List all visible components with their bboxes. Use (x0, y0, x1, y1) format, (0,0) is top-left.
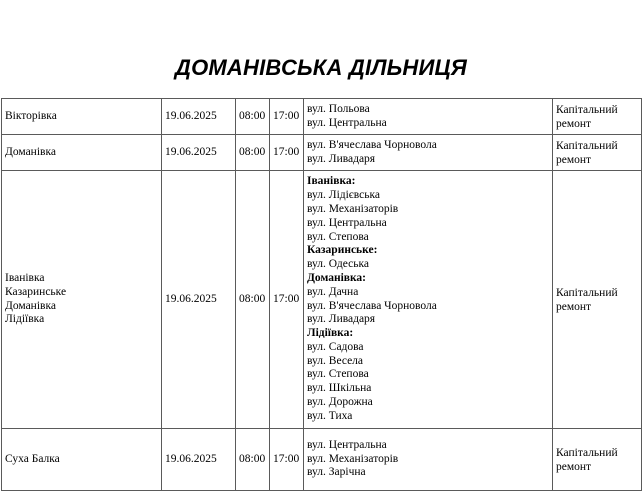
end-time-cell: 17:00 (270, 429, 304, 491)
street: вул. Дорожна (307, 396, 373, 409)
settlement-name: Доманівка (5, 145, 56, 158)
start-time-cell: 08:00 (236, 429, 270, 491)
street: вул. Ливадаря (307, 152, 376, 165)
street: вул. Центральна (307, 438, 387, 451)
settlement-cell (2, 429, 162, 491)
settlement-cell (2, 171, 162, 429)
table-row (2, 135, 642, 171)
street: вул. Механізаторів (307, 452, 399, 465)
street: вул. Механізаторів (307, 202, 399, 215)
work-type-cell: Капітальний ремонт (553, 135, 642, 171)
work-type-cell: Капітальний ремонт (553, 99, 642, 135)
settlement-name: Лідіївка (5, 313, 45, 326)
settlement-name: Казаринське (5, 285, 67, 298)
start-time-cell: 08:00 (236, 171, 270, 429)
settlement-group-heading: Іванівка: (307, 175, 356, 188)
end-time-cell: 17:00 (270, 171, 304, 429)
table-row (2, 171, 642, 429)
street: вул. Дачна (307, 285, 359, 298)
street: вул. Садова (307, 340, 364, 353)
streets-cell (304, 429, 553, 491)
street: вул. В'ячеслава Чорновола (307, 138, 437, 151)
street: вул. Тиха (307, 409, 353, 422)
table-row (2, 99, 642, 135)
street: вул. Польова (307, 102, 370, 115)
street: вул. Степова (307, 230, 369, 243)
settlement-cell (2, 99, 162, 135)
settlement-name: Доманівка (5, 299, 56, 312)
page-title: ДОМАНІВСЬКА ДІЛЬНИЦЯ (174, 55, 468, 80)
work-type-cell: Капітальний ремонт (553, 171, 642, 429)
street: вул. Центральна (307, 216, 387, 229)
street: вул. Шкільна (307, 382, 372, 395)
street: вул. Ливадаря (307, 313, 376, 326)
streets-cell (304, 171, 553, 429)
settlement-group-heading: Казаринське: (307, 244, 378, 257)
settlement-name: Іванівка (5, 271, 45, 284)
streets-cell (304, 99, 553, 135)
settlement-name: Суха Балка (5, 452, 60, 465)
street: вул. Весела (307, 354, 364, 367)
end-time-cell: 17:00 (270, 99, 304, 135)
outage-schedule-table (1, 98, 642, 491)
settlement-group-heading: Доманівка: (307, 271, 367, 284)
street: вул. В'ячеслава Чорновола (307, 299, 437, 312)
streets-cell (304, 135, 553, 171)
settlement-cell (2, 135, 162, 171)
street: вул. Лідієвська (307, 189, 380, 202)
street: вул. Зарічна (307, 466, 366, 479)
table-row (2, 429, 642, 491)
street: вул. Центральна (307, 116, 387, 129)
street: вул. Одеська (307, 258, 370, 271)
start-time-cell: 08:00 (236, 135, 270, 171)
start-time-cell: 08:00 (236, 99, 270, 135)
date-cell: 19.06.2025 (162, 135, 236, 171)
street: вул. Степова (307, 368, 369, 381)
work-type-cell: Капітальний ремонт (553, 429, 642, 491)
date-cell: 19.06.2025 (162, 171, 236, 429)
settlement-group-heading: Лідіївка: (307, 327, 354, 340)
date-cell: 19.06.2025 (162, 429, 236, 491)
settlement-name: Вікторівка (5, 109, 57, 122)
end-time-cell: 17:00 (270, 135, 304, 171)
date-cell: 19.06.2025 (162, 99, 236, 135)
